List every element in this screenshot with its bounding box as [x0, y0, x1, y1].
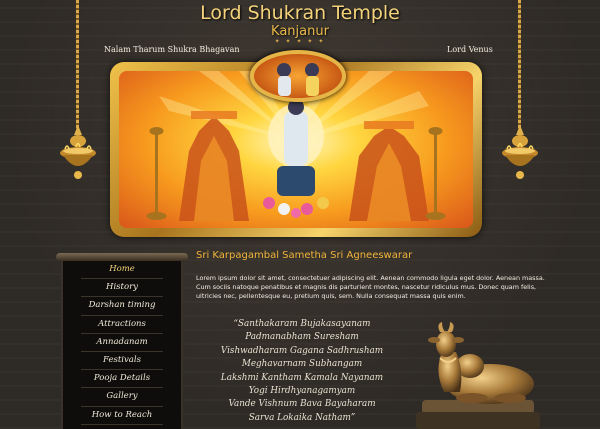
- nandi-statue-icon: [412, 322, 542, 429]
- nav-item-pooja-details[interactable]: Pooja Details: [81, 370, 163, 388]
- verse-line: Meghavarnam Subhangam: [241, 359, 363, 370]
- sidebar-menu: [61, 261, 183, 429]
- sloka-verse: [212, 318, 392, 425]
- verse-line: Vishwadharam Gagana Sadhrusham: [220, 345, 384, 356]
- nav-item-darshan-timing[interactable]: Darshan timing: [81, 297, 163, 315]
- menu-scroll-rod: [56, 253, 188, 261]
- site-subtitle: Kanjanur: [271, 24, 329, 39]
- right-hanging-lamp-icon: [497, 125, 543, 189]
- nav-item-history[interactable]: History: [81, 279, 163, 297]
- verse-line: Vande Vishnum Bava Bayaharam: [228, 399, 376, 410]
- site-title: Lord Shukran Temple: [200, 2, 400, 24]
- tagline-left: Nalam Tharum Shukra Bhagavan: [104, 45, 240, 54]
- nav-item-festivals[interactable]: Festivals: [81, 352, 163, 370]
- tagline-right: Lord Venus: [447, 45, 493, 54]
- verse-line: “Santhakaram Bujakasayanam: [233, 319, 371, 329]
- title-ornament-icon: ✦ ✦ ✦ ✦ ✦: [274, 38, 326, 45]
- nav-item-gallery[interactable]: Gallery: [81, 388, 163, 406]
- verse-line: Sarva Lokaika Natham”: [248, 412, 356, 423]
- verse-line: Padmanabham Suresham: [245, 332, 359, 343]
- verse-line: Lakshmi Kantham Kamala Nayanam: [220, 372, 384, 383]
- nav-item-how-to-reach[interactable]: How to Reach: [81, 407, 163, 425]
- nav-item-attractions[interactable]: Attractions: [81, 316, 163, 334]
- deity-medallion-image: [250, 50, 346, 102]
- content-body-text: Lorem ipsum dolor sit amet, consectetuer adipiscing elit. Aenean commodo ligula eget dolor. Aenean massa. Cum sociis natoque penatibus et magnis dis parturient montes, nascetur ridiculus mus. Donec quam felis, ultricies nec, pellentesque eu, pretium quis, sem. Nulla consequat massa quis enim.: [196, 274, 545, 300]
- left-hanging-lamp-icon: [55, 125, 101, 189]
- content-heading: Sri Karpagambal Sametha Sri Agneeswarar: [196, 250, 413, 261]
- nav-item-home[interactable]: Home: [81, 261, 163, 279]
- verse-line: Yogi Hirdhyanagamyam: [248, 386, 356, 397]
- nav-item-annadanam[interactable]: Annadanam: [81, 334, 163, 352]
